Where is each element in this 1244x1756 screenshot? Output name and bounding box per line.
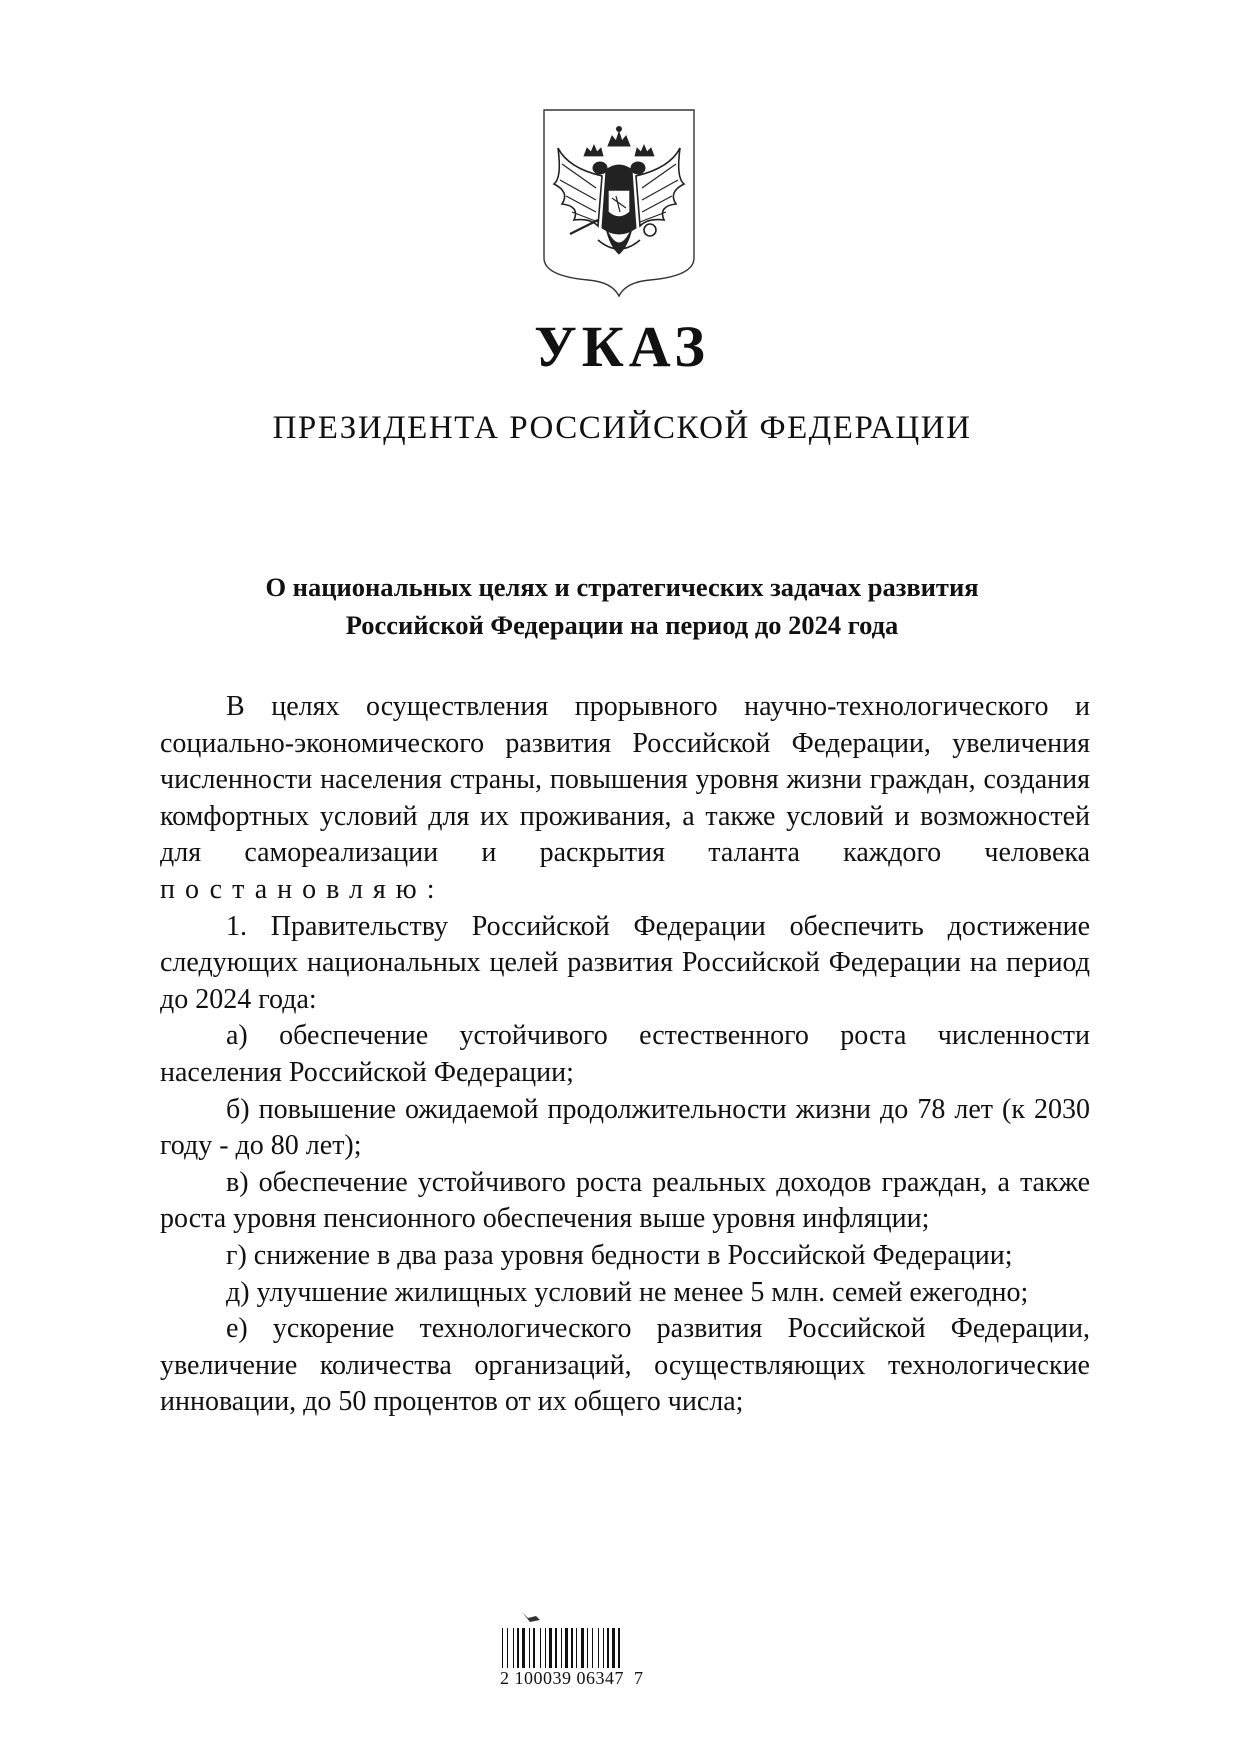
paragraph-g: г) снижение в два раза уровня бедности в Российской Федерации; [226,1239,1013,1271]
preamble [160,689,1090,909]
paragraph-1: 1. Правительству Российской Федерации обеспечить достижение следующих национальных целей развития Российской Федерации на период до 2024 года: [160,910,1090,1015]
heading-line-1: О национальных целях и стратегических задачах развития [265,572,979,602]
document-heading [0,568,1244,644]
paragraph-v: в) обеспечение устойчивого роста реальных доходов граждан, а также роста уровня пенсионного обеспечения выше уровня инфляции; [160,1166,1090,1235]
heading-line-2: Российской Федерации на период до 2024 года [345,610,899,640]
preamble-text: В целях осуществления прорывного научно-технологического и социально-экономического развития Российской Федерации, увеличения численности населения страны, повышения уровня жизни граждан, создания комфортных условий для их проживания, а также условий и возможностей для самореализации и раскрытия таланта каждого человека [160,691,1090,869]
document-title: УКАЗ [534,314,710,379]
paragraph-b: б) повышение ожидаемой продолжительности жизни до 78 лет (к 2030 году - до 80 лет); [160,1093,1090,1162]
paragraph-d: д) улучшение жилищных условий не менее 5 млн. семей ежегодно; [226,1276,1029,1308]
document-body [160,689,1090,1421]
preamble-decree-word: постановляю: [160,873,445,905]
document-subtitle: ПРЕЗИДЕНТА РОССИЙСКОЙ ФЕДЕРАЦИИ [272,410,972,446]
paragraph-a: а) обеспечение устойчивого естественного роста численности населения Российской Федерации; [160,1020,1090,1088]
barcode-number: 2 100039 06347 7 [500,1668,644,1688]
coat-of-arms-icon [540,108,698,298]
paragraph-e: е) ускорение технологического развития Российской Федерации, увеличение количества организаций, осуществляющих технологические инновации, до 50 процентов от их общего числа; [160,1313,1090,1418]
